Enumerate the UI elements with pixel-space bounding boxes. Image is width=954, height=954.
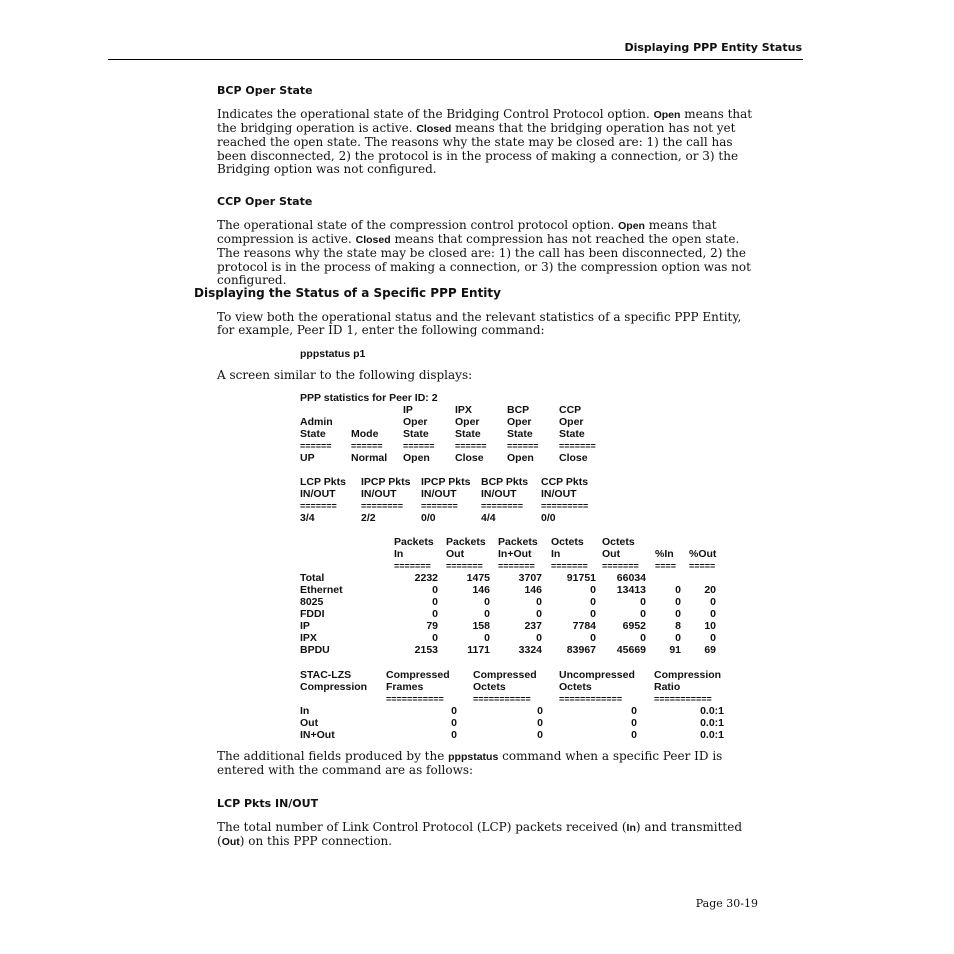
traffic-row-label: IPX [300, 632, 317, 644]
traffic-row-value: 69 [704, 644, 716, 656]
pkts-head2: IN/OUT [481, 488, 517, 500]
state-separator: ====== [507, 441, 539, 451]
traffic-row-value: 0 [590, 608, 596, 620]
pkts-value: 4/4 [481, 512, 496, 524]
traffic-head2: Out [602, 548, 621, 560]
comp-row-label: Out [300, 717, 319, 729]
specific-entity-paragraph: To view both the operational status and the relevant statistics of a specific PPP Entity, for example, Peer ID 1, enter the following command: [217, 310, 742, 338]
traffic-head1: Packets [498, 536, 538, 548]
pkts-head1: IPCP Pkts [421, 476, 471, 488]
traffic-row-value: 0 [432, 584, 438, 596]
traffic-row-value: 0 [536, 608, 542, 620]
comp-head2: Ratio [654, 681, 681, 693]
traffic-row-value: 0 [675, 608, 681, 620]
traffic-row-value: 2153 [414, 644, 438, 656]
lcp-keyword-out: Out [221, 836, 240, 849]
screen-intro: A screen similar to the following displays: [217, 368, 473, 382]
bcp-oper-state-heading: BCP Oper State [217, 84, 313, 97]
comp-row-value: 0 [631, 729, 637, 741]
traffic-row-value: 83967 [566, 644, 596, 656]
state-col-head3: Mode [351, 428, 379, 440]
traffic-row-value: 0 [484, 632, 490, 644]
state-col-head3: State [559, 428, 585, 440]
pkts-value: 0/0 [541, 512, 556, 524]
comp-row-value: 0 [537, 729, 543, 741]
ccp-oper-state-heading: CCP Oper State [217, 195, 313, 208]
lcp-pkts-heading: LCP Pkts IN/OUT [217, 797, 319, 810]
traffic-row-value: 0 [675, 632, 681, 644]
comp-separator: =========== [473, 694, 531, 704]
traffic-row-value: 0 [432, 608, 438, 620]
pkts-head1: IPCP Pkts [361, 476, 411, 488]
state-value: Open [403, 452, 430, 464]
traffic-separator: ======= [551, 561, 588, 571]
state-value: Close [559, 452, 588, 464]
traffic-head1: Octets [551, 536, 584, 548]
state-value: Close [455, 452, 484, 464]
traffic-row-value: 79 [426, 620, 438, 632]
traffic-row-value: 0 [590, 584, 596, 596]
traffic-row-label: Total [300, 572, 325, 584]
traffic-row-value: 0 [484, 608, 490, 620]
traffic-row-value: 0 [432, 596, 438, 608]
bcp-text-1: Indicates the operational state of the Bridging Control Protocol option. [217, 107, 654, 121]
comp-row-value: 0 [451, 729, 457, 741]
ccp-keyword-closed: Closed [355, 234, 391, 247]
traffic-separator: ===== [689, 561, 716, 571]
bcp-text-2: means that the bridging operation is active. [217, 107, 753, 136]
pkts-head1: BCP Pkts [481, 476, 529, 488]
ccp-text-2: means that compression is active. [217, 218, 717, 247]
comp-row-value: 0 [537, 717, 543, 729]
traffic-row-value: 7784 [572, 620, 596, 632]
traffic-row-value: 0 [536, 632, 542, 644]
traffic-separator: ======= [602, 561, 639, 571]
state-col-head1: IP [403, 404, 413, 416]
pkts-separator: ======== [361, 501, 404, 511]
traffic-row-value: 146 [472, 584, 490, 596]
traffic-head2: In+Out [498, 548, 532, 560]
traffic-row-value: 0 [640, 632, 646, 644]
pkts-value: 0/0 [421, 512, 436, 524]
state-col-head2: Oper [455, 416, 480, 428]
additional-text-2: command when a specific Peer ID is entered with the command are as follows: [217, 749, 723, 778]
traffic-row-value: 0 [432, 632, 438, 644]
traffic-row-value: 237 [524, 620, 542, 632]
state-col-head3: State [455, 428, 481, 440]
bcp-keyword-open: Open [653, 109, 681, 121]
state-col-head1: CCP [559, 404, 582, 416]
state-col-head2: Oper [559, 416, 584, 428]
comp-head2: Frames [386, 681, 424, 693]
comp-row-value: 0 [451, 717, 457, 729]
pkts-head2: IN/OUT [300, 488, 336, 500]
state-separator: ======= [559, 441, 596, 451]
comp-row-value: 0.0:1 [700, 717, 724, 729]
specific-entity-heading: Displaying the Status of a Specific PPP Entity [194, 286, 501, 300]
traffic-row-label: 8025 [300, 596, 324, 608]
comp-head1: STAC-LZS [300, 669, 352, 681]
traffic-separator: ==== [655, 561, 677, 571]
state-separator: ====== [403, 441, 435, 451]
lcp-text-3: ) on this PPP connection. [239, 834, 393, 849]
pkts-value: 3/4 [300, 512, 315, 524]
traffic-row-value: 0 [675, 596, 681, 608]
comp-row-value: 0 [451, 705, 457, 717]
traffic-row-value: 158 [472, 620, 490, 632]
state-col-head2: Oper [507, 416, 532, 428]
state-separator: ====== [300, 441, 332, 451]
comp-row-value: 0.0:1 [700, 705, 724, 717]
comp-head2: Octets [559, 681, 592, 693]
traffic-row-value: 0 [536, 596, 542, 608]
additional-fields-paragraph [217, 750, 762, 777]
traffic-head2: In [394, 548, 404, 560]
traffic-separator: ======= [498, 561, 535, 571]
traffic-row-value: 91751 [566, 572, 596, 584]
traffic-row-value: 0 [675, 584, 681, 596]
state-col-head1: IPX [455, 404, 472, 416]
comp-head1: Compressed [473, 669, 537, 681]
comp-separator: =========== [386, 694, 444, 704]
comp-row-value: 0 [631, 717, 637, 729]
pkts-separator: ======== [481, 501, 524, 511]
traffic-row-value: 0 [590, 596, 596, 608]
comp-head2: Compression [300, 681, 368, 693]
state-value: Normal [351, 452, 388, 464]
screen-title: PPP statistics for Peer ID: 2 [300, 392, 438, 404]
lcp-pkts-paragraph [217, 821, 762, 849]
state-separator: ====== [351, 441, 383, 451]
traffic-row-value: 45669 [616, 644, 646, 656]
pkts-separator: ======= [300, 501, 337, 511]
traffic-row-value: 20 [704, 584, 716, 596]
traffic-row-value: 0 [710, 632, 716, 644]
traffic-head2: In [551, 548, 561, 560]
lcp-text-2: ) and transmitted ( [217, 820, 742, 849]
comp-head1: Uncompressed [559, 669, 635, 681]
traffic-row-label: IP [300, 620, 310, 632]
command-example: pppstatus p1 [300, 348, 366, 360]
pkts-head1: CCP Pkts [541, 476, 589, 488]
traffic-head1: Packets [446, 536, 486, 548]
state-col-head3: State [403, 428, 429, 440]
state-col-head3: State [507, 428, 533, 440]
traffic-separator: ======= [394, 561, 431, 571]
state-value: Open [507, 452, 534, 464]
traffic-row-value: 0 [640, 596, 646, 608]
state-value: UP [300, 452, 315, 464]
bcp-text-3: means that the bridging operation has not yet reached the open state. The reasons why the state may be closed are: 1) the call has been disconnected, 2) the protocol is in the process of making a connection, or 3) the Bridging option was not configured. [217, 121, 739, 176]
traffic-row-value: 3324 [518, 644, 542, 656]
comp-head1: Compression [654, 669, 722, 681]
traffic-row-value: 0 [710, 596, 716, 608]
comp-row-value: 0 [631, 705, 637, 717]
state-col-head1: BCP [507, 404, 530, 416]
traffic-head2: %In [655, 548, 674, 560]
comp-row-label: IN+Out [300, 729, 335, 741]
traffic-row-value: 0 [484, 596, 490, 608]
state-separator: ====== [455, 441, 487, 451]
pkts-value: 2/2 [361, 512, 376, 524]
traffic-row-value: 66034 [616, 572, 646, 584]
ccp-keyword-open: Open [618, 220, 645, 232]
traffic-row-label: FDDI [300, 608, 325, 620]
ccp-text-3: means that compression has not reached the open state. The reasons why the state may be closed are: 1) the call has been disconnected, 2) the protocol is in the process of making a connection, or 3) the compression option was not configured. [217, 232, 751, 287]
state-col-head3: State [300, 428, 326, 440]
additional-keyword: pppstatus [448, 751, 499, 763]
state-col-head2: Oper [403, 416, 428, 428]
traffic-row-label: Ethernet [300, 584, 343, 596]
traffic-row-value: 2232 [414, 572, 438, 584]
traffic-row-label: BPDU [300, 644, 330, 656]
pkts-separator: ======= [421, 501, 458, 511]
state-col-head2: Admin [300, 416, 333, 428]
pkts-separator: ========= [541, 501, 589, 511]
comp-separator: =========== [654, 694, 712, 704]
traffic-row-value: 0 [590, 632, 596, 644]
comp-row-value: 0 [537, 705, 543, 717]
traffic-head1: Packets [394, 536, 434, 548]
traffic-separator: ======= [446, 561, 483, 571]
traffic-row-value: 91 [669, 644, 681, 656]
comp-row-value: 0.0:1 [700, 729, 724, 741]
traffic-row-value: 6952 [622, 620, 646, 632]
comp-separator: ============ [559, 694, 623, 704]
comp-head2: Octets [473, 681, 506, 693]
traffic-row-value: 0 [710, 608, 716, 620]
pkts-head1: LCP Pkts [300, 476, 346, 488]
traffic-head2: %Out [689, 548, 717, 560]
traffic-row-value: 146 [524, 584, 542, 596]
page-number: Page 30-19 [695, 897, 758, 910]
bcp-keyword-closed: Closed [416, 123, 452, 136]
traffic-row-value: 8 [675, 620, 681, 632]
lcp-text-1: The total number of Link Control Protocol (LCP) packets received ( [217, 820, 627, 834]
ccp-text-1: The operational state of the compression control protocol option. [217, 218, 619, 232]
pkts-head2: IN/OUT [541, 488, 577, 500]
comp-head1: Compressed [386, 669, 450, 681]
traffic-row-value: 0 [640, 608, 646, 620]
pkts-head2: IN/OUT [361, 488, 397, 500]
traffic-head1: Octets [602, 536, 635, 548]
running-header: Displaying PPP Entity Status [624, 41, 802, 54]
comp-row-label: In [300, 705, 310, 717]
traffic-row-value: 1171 [467, 644, 490, 656]
traffic-head2: Out [446, 548, 465, 560]
traffic-row-value: 13413 [616, 584, 646, 596]
additional-text-1: The additional fields produced by the [217, 749, 449, 763]
traffic-row-value: 1475 [466, 572, 490, 584]
traffic-row-value: 10 [704, 620, 716, 632]
pkts-head2: IN/OUT [421, 488, 457, 500]
traffic-row-value: 3707 [518, 572, 542, 584]
lcp-keyword-in: In [626, 822, 636, 834]
